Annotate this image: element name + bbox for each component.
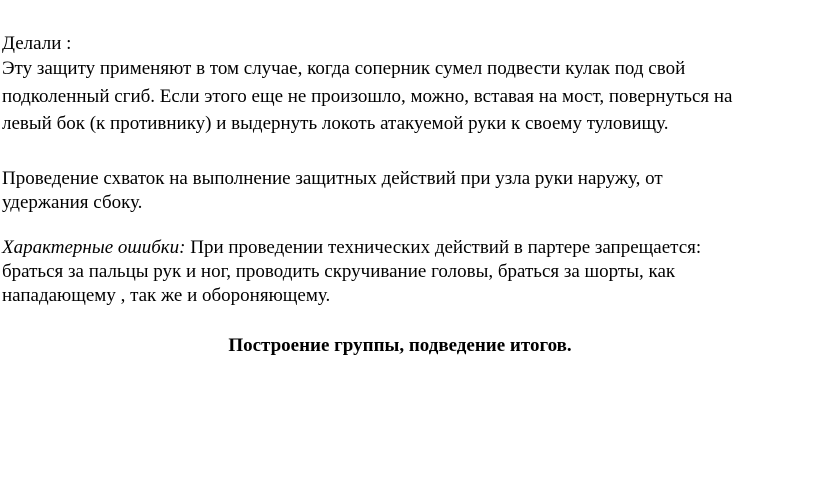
- paragraph-2-line-1: Проведение схваток на выполнение защитных действий при узла руки наружу, от: [2, 168, 663, 189]
- paragraph-1-line-3: левый бок (к противнику) и выдернуть локоть атакуемой руки к своему туловищу.: [2, 113, 669, 134]
- paragraph-3-line-3: нападающему , так же и обороняющему.: [2, 285, 331, 306]
- paragraph-1-line-2: подколенный сгиб. Если этого еще не произошло, можно, вставая на мост, повернуться на: [2, 86, 733, 107]
- errors-text: При проведении технических действий в партере запрещается:: [185, 237, 702, 258]
- paragraph-3-line-1: [2, 237, 701, 259]
- errors-label: Характерные ошибки:: [2, 237, 186, 258]
- closing-heading: Построение группы, подведение итогов.: [228, 335, 572, 356]
- paragraph-1-line-1: Эту защиту применяют в том случае, когда соперник сумел подвести кулак под свой: [2, 58, 686, 79]
- paragraph-2-line-2: удержания сбоку.: [2, 192, 143, 213]
- paragraph-3-line-2: браться за пальцы рук и ног, проводить скручивание головы, браться за шорты, как: [2, 261, 676, 282]
- section-label: Делали :: [2, 33, 72, 54]
